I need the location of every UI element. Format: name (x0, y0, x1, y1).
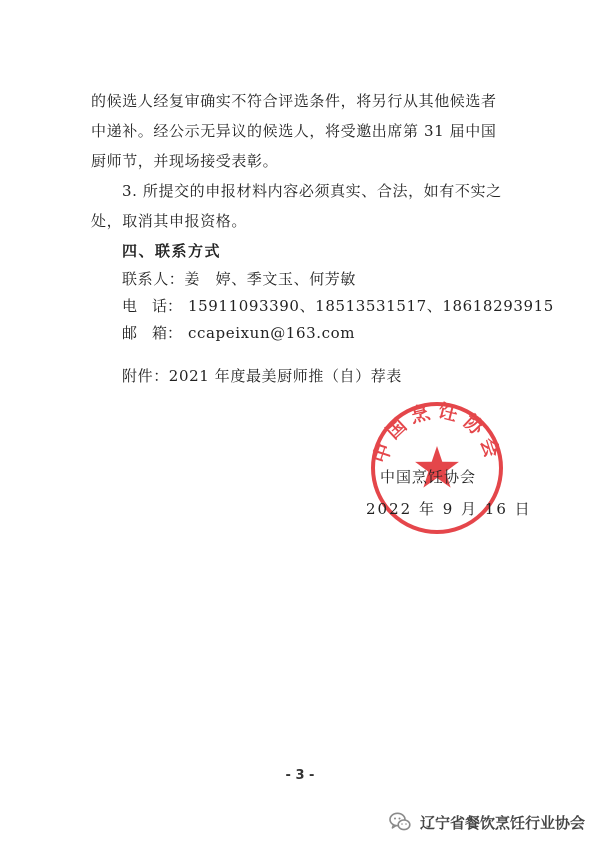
contact-email-value: ccapeixun@163.com (188, 324, 356, 342)
body-line-4: 3. 所提交的申报材料内容必须真实、合法，如有不实之 (122, 182, 502, 200)
seal-text: 中国烹饪协会 (369, 399, 505, 466)
page-number: - 3 - (285, 768, 315, 783)
body-line-5: 处，取消其申报资格。 (91, 212, 248, 230)
watermark-text: 辽宁省餐饮烹饪行业协会 (420, 813, 586, 832)
signature-org-name: 中国烹饪协会 (380, 468, 477, 486)
watermark (388, 808, 585, 836)
contact-phone-label: 电 话： (122, 297, 183, 315)
contact-email-label: 邮 箱： (122, 324, 183, 342)
contact-person-value: 姜 婷、季文玉、何芳敏 (184, 270, 357, 288)
body-line-1: 的候选人经复审确实不符合评选条件，将另行从其他候选者 (91, 92, 497, 110)
body-line-2: 中递补。经公示无异议的候选人，将受邀出席第 31 届中国 (91, 122, 497, 140)
contact-email-row (122, 322, 562, 344)
contact-person-row (122, 268, 562, 290)
wechat-icon (388, 810, 412, 834)
contact-person-label: 联系人： (122, 270, 185, 288)
body-line-3: 厨师节，并现场接受表彰。 (91, 152, 279, 170)
attachment-note: 附件：2021 年度最美厨师推（自）荐表 (122, 367, 402, 385)
contact-phone-value: 15911093390、18513531517、18618293915 (188, 297, 554, 315)
contact-phone-row (122, 295, 562, 317)
signature-date: 2022 年 9 月 16 日 (366, 500, 532, 518)
contact-heading: 四、联系方式 (122, 242, 222, 260)
